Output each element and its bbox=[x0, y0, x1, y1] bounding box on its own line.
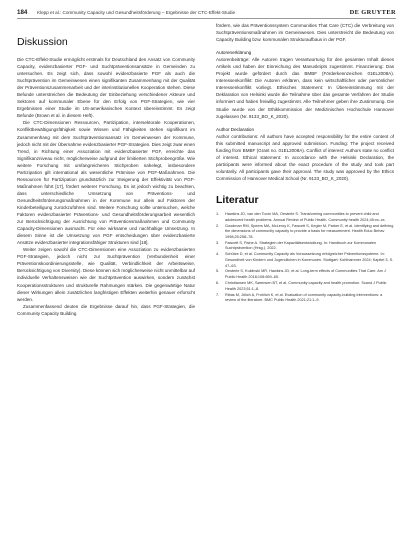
reference-item bbox=[216, 281, 394, 292]
publisher-logo: DE GRUYTER bbox=[349, 9, 396, 16]
running-head: Klepp et al.: Community Capacity und Gesundheitsförderung – Ergebnisse der CTC-Effekt-Studie bbox=[37, 10, 236, 15]
discussion-paragraph: Weiter zeigen sowohl die CTC-Dimensionen eine Assoziation zu evidenzbasierten PGF-Strategien, jedoch nicht zur Suchtprävention (Verbundenheit einer Präventionskoordinierungsstelle, wie Qualität, Verbindlichkeit der Arbeitsweise, Berücksichtigung von Diversity). Diese können sich möglicherweise nicht unmittelbar auf individuelle Verhaltensweisen wie der Suchtprävention auswirken, sondern zunächst Kooperationsstrukturen und strukturelle Rahmungen stärken. Die gegenwärtige Natur dieser Wirkungen allein zusätzlichen langfristigen Effekten weiterhin genauer erforscht werden. bbox=[17, 247, 195, 302]
discussion-paragraph: Die CTC-Dimensionen Ressourcen, Partizipation, intersektorale Kooperationen, Konfliktbewältigungsfähigkeit sowie Wissen und Fähigkeiten stehen signifikant im Zusammenhang mit dem Suchtpräventionsansatz im Gemeinwesen der Kommune, jedoch nicht mit der Übernahme evidenzbasierter PGF-Strategien. Dies zeigt zwar einen Trend, in Richtung einer Assoziation mit evidenzbasierter PGF, erreichte das Signifikanzniveau nicht, möglicherweise aufgrund der limitierten Stichprobengröße. Wie weitere Forschung mit umfangreicheren Stichproben nahelegt, insbesondere Partizipation gilt international als wesentliche Prämisse von PGF-Maßnahmen. Die Ressourcen für Partizipation grundsätzlich zur Steigerung der Effektivität von PGF-Maßnahmen führt [17], fördert weiterer Forschung. Es ist jedoch wichtig zu beachten, dass unterschiedliche Umsetzung von Präventions- und Gesundheitsförderungsmaßnahmen in der Kommune nur allein auf Faktoren der Kinderbeteiligung zurückzuführen sind. Weitere Forschung sollte untersuchen, welche Faktoren evidenzbasierter Präventions- und Gesundheitsförderungsarbeit wesentlich zur Berücksichtigung der Ausrichtung von Präventionsmaßnahmen und Community Capacity-Dimensionen ausmacht. Für eine wirksame und nachhaltige Umsetzung. In diesem Sinne ist die Umsetzung von PGF entscheidungen über evidenzbasierte Ansätze evidenzbasierter integrationsfähiger Strukturen sind [18]. bbox=[17, 120, 195, 246]
declaration-heading: Author Declaration bbox=[216, 126, 255, 132]
reference-number: 6. bbox=[216, 281, 220, 286]
declaration-text: Autorenbeiträge: Alle Autoren tragen Verantwortung für den gesamten Inhalt dieses Artikels und haben der Einreichung des Manuskripts zugestimmt. Finanzierung: Das Projekt wurde gefördert durch das BMBF (Förderkennzeichen 01EL2008A). Interessenkonflikt: Die Autoren erklären, dass kein wirtschaftlicher oder persönlicher Interessenkonflikt vorliegt. Ethisches Statement: In Übereinstimmung mit der Deklaration von Helsinki wurde die Teilnahme über das gesamte Verfahren der Studie informiert und haben freiwillig zugestimmt. Alle Teilnehmer geben ihre Zustimmung. Die Studie wurde von der Ethikkommission der Medizinischen Hochschule Hannover zugelassen (Nr. 9133_BO_K_2020). bbox=[216, 57, 394, 119]
reference-text: Schütze D, et al. Community Capacity als Voraussetzung erfolgreicher Präventionssysteme. In: Gesundheit von Kindern und Jugendlichen in Kommunen. Stuttgart: Kohlhammer 2024; Kapitel 3, S. 47–63. bbox=[225, 252, 394, 268]
reference-item bbox=[216, 293, 394, 304]
page-number: 184 bbox=[17, 9, 28, 16]
reference-item bbox=[216, 224, 394, 241]
reference-text: Christiansen MK, Sørensen BT, et al. Community capacity and health promotion. Scand J Public Health 2023;51:1–8. bbox=[225, 281, 387, 291]
discussion-paragraph: Die CTC-Effekt-Studie ermöglicht erstmals für Deutschland den Ansatz von Community Capacity, evidenzbasierter PGF- und Suchtpräventionsansätze in Gemeinden zu untersuchen. Es zeigt sich, dass sowohl evidenzbasierte PGF als auch die Suchtprävention im Gemeinwesen einen signifikanten Zusammenhang mit der Qualität der Präventionszusammenarbeit und der interinstitutionellen Kooperation stehen. Diese Befunde unterstreichen die Bedeutung der Einbeziehung verschiedener Akteure und Sektoren auf kommunaler Ebene für den Erfolg von PGF-Strategien, wie vier Ergebnissen einer Studie im US-amerikanischen Kontext übereinstimmt. Es zeigt Befunde (Brown et al. in diesem Heft). bbox=[17, 57, 195, 119]
reference-number: 3. bbox=[216, 240, 220, 245]
reference-item bbox=[216, 241, 394, 252]
reference-list bbox=[216, 212, 394, 304]
reference-text: Goodman RM, Speers MA, McLeroy K, Fawcett S, Kegler M, Parker E, et al. Identifying and defining the dimensions of community capacity to provide a basis for measurement. Health Educ Behav 1998;25:258–78. bbox=[225, 223, 394, 239]
reference-text: Hawkins JD, van den Toorn MA, Oesterle S. Transforming communities to prevent child and adolescent health problems. Annual Review of Public Health. Community health 2024;45:xx–xx. bbox=[225, 211, 386, 222]
reference-number: 5. bbox=[216, 269, 220, 274]
reference-text: Fawcett S, Paine A. Strategien der Kapazitätsentwicklung. In: Handbuch zur Kommunalen Suchtprävention (Hrsg.). 2022. bbox=[225, 240, 377, 251]
reference-number: 2. bbox=[216, 223, 220, 228]
reference-item bbox=[216, 212, 394, 223]
declaration-german bbox=[216, 49, 394, 119]
right-column bbox=[216, 22, 394, 304]
reference-text: Oesterle S, Kuklinski MR, Hawkins JD, et al. Long-term effects of Communities That Care. Am J Public Health 2018;108:659–65. bbox=[225, 269, 386, 280]
reference-text: Ribas M, Jülich A, Frohlich K, et al. Evaluation of community capacity-building interventions: a review of the literature. BMC Public Health 2021;21:1–9. bbox=[225, 292, 383, 303]
section-title-discussion: Diskussion bbox=[17, 36, 68, 48]
discussion-continuation: fördern, wie das Präventionssystem Communities That Care (CTC) die Verbreitung von Suchtpräventionsmaßnahmen im Gemeinwesen. Dies unterstreicht die Bedeutung von Capacity Building bzw. kommunalen Strukturaufbaus in der PGF. bbox=[216, 23, 394, 43]
page-header bbox=[17, 7, 396, 19]
reference-number: 4. bbox=[216, 252, 220, 257]
reference-number: 1. bbox=[216, 211, 220, 216]
reference-number: 7. bbox=[216, 292, 220, 297]
declaration-heading: Autorenerklärung bbox=[216, 50, 252, 56]
discussion-paragraph: Zusammenfassend deuten die Ergebnisse darauf hin, dass PGF-Strategien, die Community Capacity Building bbox=[17, 303, 195, 316]
declaration-text: Author contributions: All authors have accepted responsibility for the entire content of this submitted manuscript and approved submission. Funding: The project received funding from BMBF (Grant no. 01EL2008A). Conflict of interest: Authors state no conflict of interest. Ethical statement: In accordance with the Helsinki Declaration, the participants were informed about the exact procedure of the study and took part voluntarily. All participants gave their approval. The study was approved by the Ethics Commission of Hannover Medical School (Nr. 9133_BO_K_2020). bbox=[216, 133, 394, 181]
reference-item bbox=[216, 252, 394, 269]
left-column bbox=[17, 22, 195, 317]
reference-item bbox=[216, 269, 394, 280]
declaration-english bbox=[216, 126, 394, 182]
section-title-literature: Literatur bbox=[216, 193, 259, 206]
